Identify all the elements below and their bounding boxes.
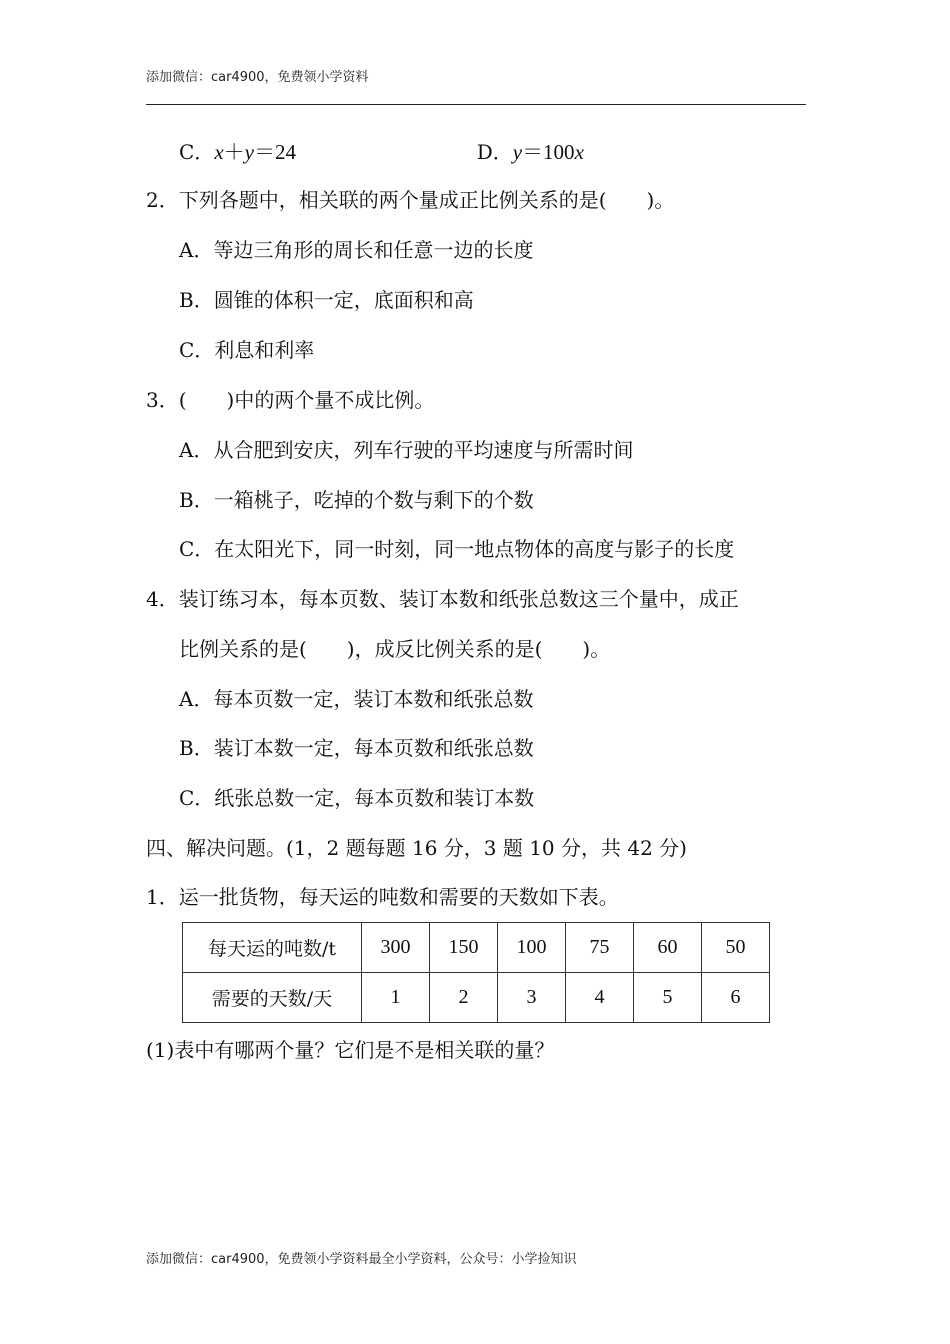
table-row-label: 每天运的吨数/t	[183, 923, 362, 973]
q2-stem: 2．下列各题中，相关联的两个量成正比例关系的是( )。	[146, 188, 675, 212]
q4-stem-line1: 4．装订练习本，每本页数、装订本数和纸张总数这三个量中，成正	[146, 587, 739, 611]
table-cell: 75	[566, 923, 634, 973]
q2-option-c: C．利息和利率	[179, 338, 315, 362]
table-row	[183, 923, 770, 973]
q2-option-b: B．圆锥的体积一定，底面积和高	[179, 288, 474, 312]
table-cell: 300	[362, 923, 430, 973]
table-cell: 3	[498, 973, 566, 1023]
q3-option-b: B．一箱桃子，吃掉的个数与剩下的个数	[179, 488, 534, 512]
table-row	[183, 973, 770, 1023]
table-cell: 60	[634, 923, 702, 973]
table-cell: 100	[498, 923, 566, 973]
page-header: 添加微信：car4900，免费领小学资料	[146, 70, 369, 85]
table-cell: 50	[702, 923, 770, 973]
table-cell: 5	[634, 973, 702, 1023]
section4-title: 四、解决问题。(1，2 题每题 16 分，3 题 10 分，共 42 分)	[146, 836, 687, 860]
table-row-label: 需要的天数/天	[183, 973, 362, 1023]
table-cell: 150	[430, 923, 498, 973]
table-cell: 4	[566, 973, 634, 1023]
q1-option-c: C．x＋y＝24	[179, 140, 296, 164]
tonnage-days-table	[182, 922, 770, 1023]
q3-option-c: C．在太阳光下，同一时刻，同一地点物体的高度与影子的长度	[179, 537, 735, 561]
q2-option-a: A．等边三角形的周长和任意一边的长度	[179, 238, 534, 262]
subquestion-1: (1)表中有哪两个量？它们是不是相关联的量？	[146, 1038, 555, 1062]
q1-options-row	[179, 138, 584, 166]
q3-option-a: A．从合肥到安庆，列车行驶的平均速度与所需时间	[179, 438, 634, 462]
table-cell: 1	[362, 973, 430, 1023]
header-divider	[146, 104, 806, 105]
q4-option-a: A．每本页数一定，装订本数和纸张总数	[179, 687, 534, 711]
q4-option-c: C．纸张总数一定，每本页数和装订本数	[179, 786, 535, 810]
q4-option-b: B．装订本数一定，每本页数和纸张总数	[179, 736, 534, 760]
q3-stem: 3．( )中的两个量不成比例。	[146, 388, 435, 412]
q4-stem-line2: 比例关系的是( )，成反比例关系的是( )。	[179, 637, 611, 661]
table-cell: 6	[702, 973, 770, 1023]
q1-option-d: D．y＝100x	[476, 140, 584, 164]
table-cell: 2	[430, 973, 498, 1023]
page-footer: 添加微信：car4900，免费领小学资料最全小学资料，公众号：小学捡知识	[146, 1252, 577, 1267]
problem1-stem: 1．运一批货物，每天运的吨数和需要的天数如下表。	[146, 885, 619, 909]
